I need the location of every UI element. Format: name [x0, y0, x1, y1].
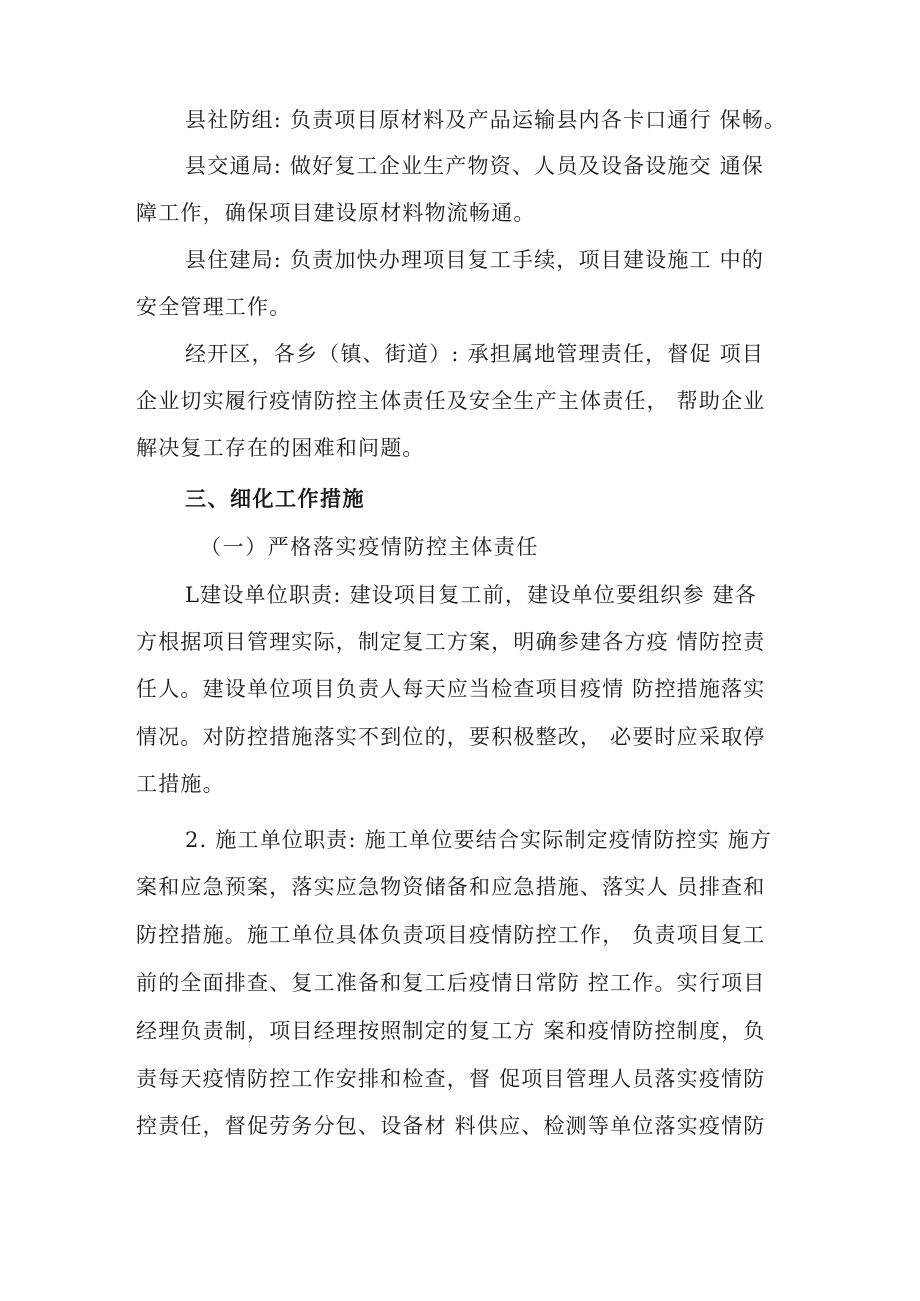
paragraph-line: 2. 施工单位职责: 施工单位要结合实际制定疫情防控实 施方	[185, 828, 773, 852]
paragraph-line: 控责任，督促劳务分包、设备材 料供应、检测等单位落实疫情防	[136, 1114, 766, 1138]
paragraph-line: 经理负责制，项目经理按照制定的复工方 案和疫情防控制度，负	[136, 1019, 766, 1043]
paragraph-line: 任人。建设单位项目负责人每天应当检查项目疫情 防控措施落实	[136, 677, 766, 701]
paragraph-line: 防控措施。施工单位具体负责项目疫情防控工作， 负责项目复工	[136, 923, 766, 947]
paragraph-line: 安全管理工作。	[136, 295, 292, 319]
subsection-heading: （一）严格落实疫情防控主体责任	[200, 535, 539, 559]
paragraph-line: 解决复工存在的困难和问题。	[136, 436, 425, 460]
paragraph-line: 障工作，确保项目建设原材料物流畅通。	[136, 201, 536, 225]
paragraph-line: 前的全面排查、复工准备和复工后疫情日常防 控工作。实行项目	[136, 971, 766, 995]
paragraph-line: 责每天疫情防控工作安排和检查，督 促项目管理人员落实疫情防	[136, 1067, 766, 1091]
section-heading: 三、细化工作措施	[185, 487, 365, 511]
paragraph-line: 情况。对防控措施落实不到位的，要积极整改， 必要时应采取停	[136, 725, 766, 749]
paragraph-line: 县住建局: 负责加快办理项目复工手续，项目建设施工 中的	[185, 248, 765, 272]
paragraph-line: 县交通局: 做好复工企业生产物资、人员及设备设施交 通保	[185, 154, 765, 178]
paragraph-line: 案和应急预案，落实应急物资储备和应急措施、落实人 员排查和	[136, 875, 766, 899]
paragraph-line: 企业切实履行疫情防控主体责任及安全生产主体责任， 帮助企业	[136, 389, 766, 413]
paragraph-line: 方根据项目管理实际，制定复工方案，明确参建各方疫 情防控责	[136, 630, 766, 654]
paragraph-line: 工措施。	[136, 772, 225, 796]
paragraph-line: 经开区，各乡（镇、街道）: 承担属地管理责任，督促 项目	[185, 342, 765, 366]
paragraph-line: L建设单位职责: 建设项目复工前，建设单位要组织参 建各	[185, 583, 757, 607]
paragraph-line: 县社防组: 负责项目原材料及产品运输县内各卡口通行 保畅。	[185, 108, 787, 132]
